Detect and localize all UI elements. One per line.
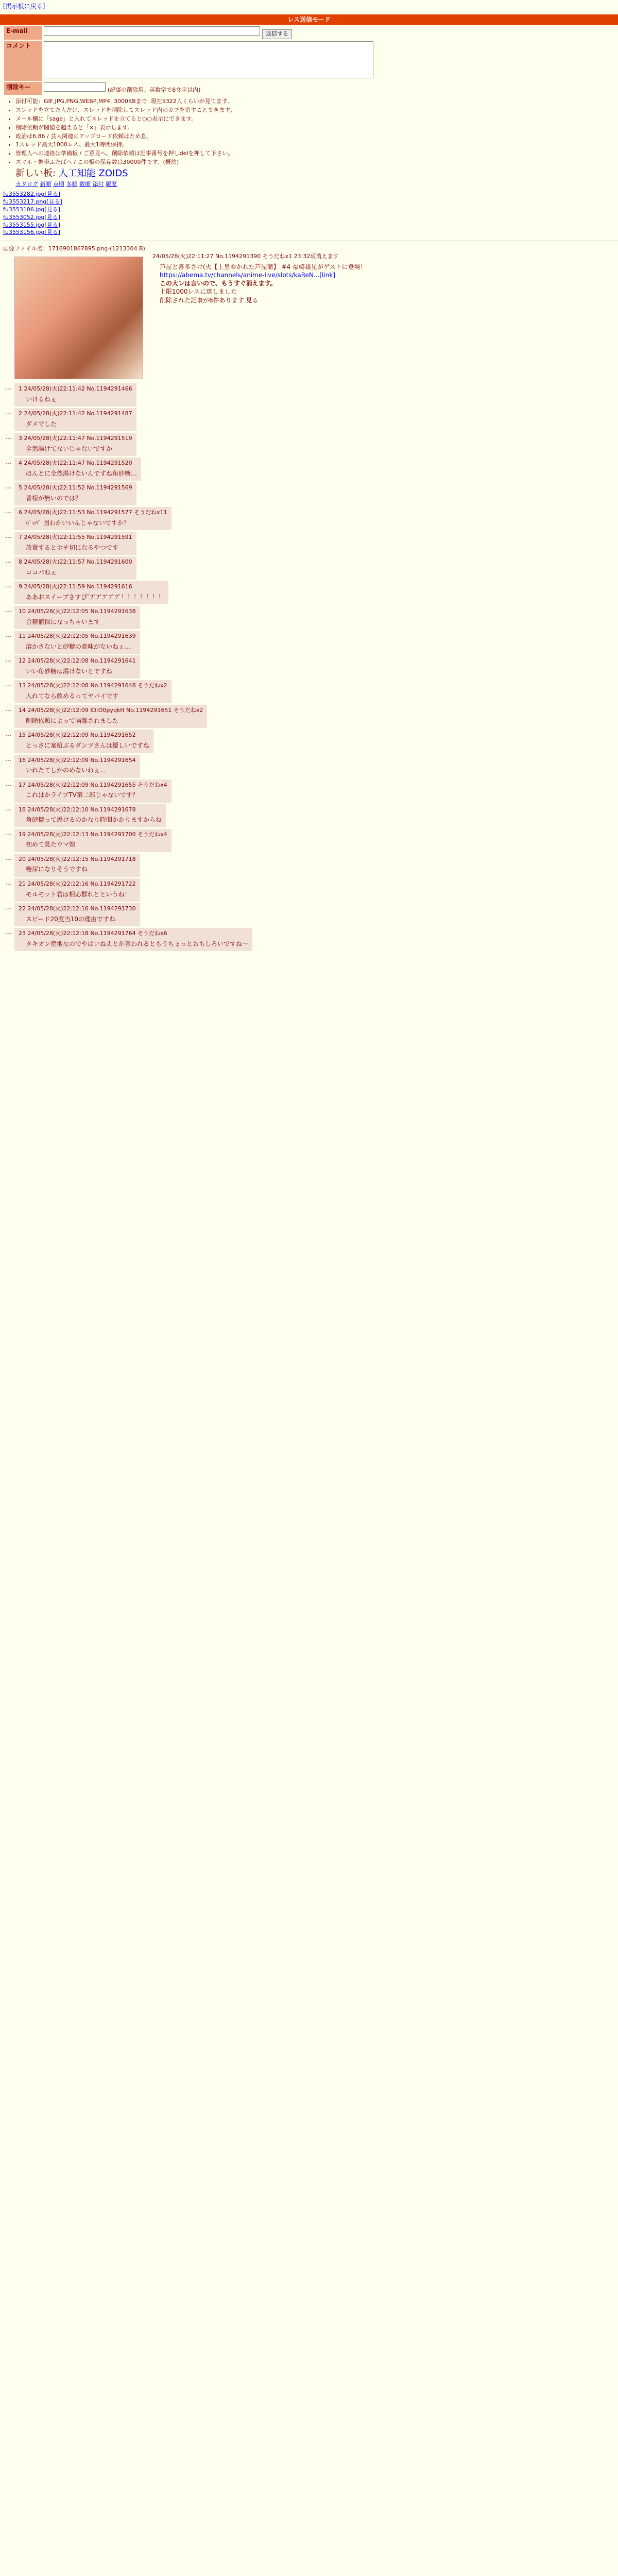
reply-box xyxy=(14,433,136,456)
reply-marker: … xyxy=(5,928,11,936)
reply-header[interactable]: 14 24/05/28(火)22:12:09 ID:O0pyqkH No.1194291651 そうだねx2 xyxy=(19,707,203,714)
reply-marker: … xyxy=(5,433,11,441)
file-link[interactable]: fu3553155.jpg[見る] xyxy=(3,221,60,228)
reply-header[interactable]: 7 24/05/28(火)22:11:55 No.1194291591 xyxy=(19,534,132,541)
file-link[interactable]: fu3553106.jpg[見る] xyxy=(3,206,60,213)
reply-header[interactable]: 10 24/05/28(火)22:12:05 No.1194291638 xyxy=(19,608,136,615)
op-post xyxy=(152,253,615,382)
reply xyxy=(3,755,615,778)
op-header: 24/05/28(火)22:11:27 No.1194291390 そうだねx1 23:32頃消えます xyxy=(152,253,339,260)
reply-box xyxy=(14,829,171,852)
reply-marker: … xyxy=(5,557,11,565)
reply-marker: … xyxy=(5,878,11,886)
reply-body: タキオン産地なのでやはいねえとか言われるともうちょっとおもしろいですね～ xyxy=(26,940,249,947)
reply-box xyxy=(14,878,140,902)
delete-key-hint: (記事の削除用。英数字で8文字以内) xyxy=(107,87,201,94)
reply-marker: … xyxy=(5,681,11,688)
reply-box xyxy=(14,383,136,406)
reply-body: ココバねぇ xyxy=(26,569,57,577)
reply-marker: … xyxy=(5,705,11,713)
reply-header[interactable]: 1 24/05/28(火)22:11:42 No.1194291466 xyxy=(19,385,132,393)
reply xyxy=(3,383,615,406)
new-board-link-zoids[interactable]: ZOIDS xyxy=(98,168,128,179)
reply xyxy=(3,903,615,926)
reply-marker: … xyxy=(5,483,11,490)
reply-body: 初めて見たウマ娘 xyxy=(26,841,76,849)
note-item: • スマホ・携帯ふたばへ / この板の保存数は30000件です。(概約) xyxy=(15,159,618,166)
reply-marker: … xyxy=(5,903,11,911)
mode-banner: レス送信モード xyxy=(0,14,618,25)
reply-list xyxy=(3,383,615,951)
reply xyxy=(3,507,615,530)
reply xyxy=(3,655,615,679)
note-item: • スレッドを立てた人だけ、スレッドを削除してスレッド内のカブを消すことできます。 xyxy=(15,107,618,114)
reply-marker: … xyxy=(5,507,11,515)
reply-box xyxy=(14,457,141,481)
comment-textarea[interactable] xyxy=(44,41,373,78)
reply-box xyxy=(14,408,136,431)
reply-box xyxy=(14,730,153,753)
delete-key-label: 削除キー xyxy=(4,82,42,95)
reply-box xyxy=(14,903,140,926)
reply-body: とっさに案紹ぶるダンツさんは優しいですね xyxy=(26,742,149,750)
reply-header[interactable]: 18 24/05/28(火)22:12:10 No.1194291678 xyxy=(19,806,136,813)
reply xyxy=(3,705,615,728)
reply-marker: … xyxy=(5,854,11,861)
reply-box xyxy=(14,755,140,778)
reply-body: 溶かさないと砂糖の意味がないねぇ… xyxy=(26,643,131,651)
reply xyxy=(3,854,615,877)
new-board-link-ai[interactable]: 人工知能 xyxy=(58,168,96,179)
reply-marker: … xyxy=(5,384,11,392)
reply-box xyxy=(14,507,171,530)
reply-body: いけるねぇ xyxy=(26,395,57,403)
reply-body: 入れてなら飲めるってヤバイです xyxy=(26,692,119,700)
reply-header[interactable]: 8 24/05/28(火)22:11:57 No.1194291600 xyxy=(19,558,132,566)
reply-body: 普様が無いのでは？ xyxy=(26,495,82,502)
reply xyxy=(3,878,615,902)
reply-box xyxy=(14,680,171,703)
reply xyxy=(3,457,615,481)
send-button[interactable]: 返信する xyxy=(262,29,292,39)
op-line: この大レは言いので、もうすぐ消えます。 xyxy=(160,280,277,287)
reply xyxy=(3,730,615,753)
reply-box xyxy=(14,631,140,654)
reply-marker: … xyxy=(5,656,11,664)
op-body xyxy=(160,263,615,304)
email-field[interactable] xyxy=(44,26,260,36)
reply-header[interactable]: 5 24/05/28(火)22:11:52 No.1194291569 xyxy=(19,484,132,492)
reply xyxy=(3,680,615,703)
reply-body: スピード20度当10の理由ですね xyxy=(26,915,116,923)
reply-marker: … xyxy=(5,532,11,540)
reply xyxy=(3,829,615,852)
reply-body: ああおスイープさすぴﾟﾌﾟﾌﾟﾌﾟﾌﾟﾌﾟ！！！！！！！ xyxy=(26,594,165,601)
op-link[interactable]: https://abema.tv/channels/anime-live/slots/kaReN...[link] xyxy=(160,272,335,279)
reply xyxy=(3,779,615,803)
reply-body: これはかライブTV第二部じゃないです？ xyxy=(26,791,139,799)
sort-many-link[interactable]: 多順 xyxy=(66,181,78,188)
reply-body: ほんとに全然湯けないんですね角砂糖… xyxy=(26,469,138,477)
reply-header[interactable]: 19 24/05/28(火)22:12:13 No.1194291700 そうだねx4 xyxy=(19,831,167,838)
note-item: • 添付可能：GIF,JPG,PNG,WEBP,MP4. 3000KBまで. 現在5322人くらいが見てます. xyxy=(15,98,618,106)
attach-link[interactable]: 添付 xyxy=(92,181,104,188)
reply xyxy=(3,804,615,827)
comment-label: コメント xyxy=(4,41,42,81)
reply xyxy=(3,606,615,629)
reply xyxy=(3,408,615,431)
reply xyxy=(3,928,615,951)
reply-header[interactable]: 22 24/05/28(火)22:12:16 No.1194291730 xyxy=(19,905,136,912)
reply-form xyxy=(3,25,375,96)
reply-header[interactable]: 6 24/05/28(火)22:11:53 No.1194291577 そうだねx11 xyxy=(19,509,167,516)
sort-point-link[interactable]: 点順 xyxy=(53,181,64,188)
note-item: • 管理人への連絡は準備板 / ご意見へ。削除依頼は記事番号を押しdelを押して下さい。 xyxy=(15,150,618,158)
op-line: 上限1000レスに達しました xyxy=(160,288,237,296)
file-link[interactable]: fu3553282.jpg[見る] xyxy=(3,191,60,198)
reply-box xyxy=(14,779,171,803)
reply-box xyxy=(14,854,140,877)
reply-body: 削除依頼によって隔離されました xyxy=(26,717,119,725)
reply-header[interactable]: 13 24/05/28(火)22:12:08 No.1194291648 そうだねx2 xyxy=(19,682,167,689)
reply-box xyxy=(14,655,140,679)
reply-marker: … xyxy=(5,458,11,466)
file-link[interactable]: fu3553052.jpg[見る] xyxy=(3,213,60,221)
catalog-links xyxy=(15,181,618,189)
reply-header[interactable]: 23 24/05/28(火)22:12:18 No.1194291764 そうだねx6 xyxy=(19,929,167,937)
note-item: • メール欄に「sage」と入れてスレッドを立てると○○表示にできます。 xyxy=(15,115,618,123)
reply-header[interactable]: 17 24/05/28(火)22:12:09 No.1194291655 そうだねx4 xyxy=(19,781,167,788)
reply-marker: … xyxy=(5,829,11,837)
reply xyxy=(3,581,615,604)
history-link[interactable]: 履歴 xyxy=(106,181,117,188)
reply-body: ダメでした xyxy=(26,420,57,428)
reply-marker: … xyxy=(5,755,11,762)
email-label: E-mail xyxy=(4,26,42,40)
reply-header[interactable]: 20 24/05/28(火)22:12:15 No.1194291718 xyxy=(19,855,136,862)
op-thumbnail-image[interactable] xyxy=(14,257,143,379)
reply xyxy=(3,433,615,456)
reply-marker: … xyxy=(5,409,11,416)
delete-key-field[interactable] xyxy=(44,82,106,92)
reply-marker: … xyxy=(5,631,11,639)
reply-header[interactable]: 9 24/05/28(火)22:11:59 No.1194291616 xyxy=(19,583,132,590)
op-file-name[interactable]: 画像ファイル名：1716901867895.png-(1213304 B) xyxy=(3,245,145,252)
reply-box xyxy=(14,928,252,951)
reply-body: ﾊﾟｯﾊﾟ 固わかいいんじゃないですか？ xyxy=(26,519,130,527)
reply-marker: … xyxy=(5,730,11,738)
op-line: 芦屋と喜多さけ(火【上皇ゆかれた芦屋蒲】 #4 福崎雄星がゲストに登場！ xyxy=(160,263,367,270)
reply-header[interactable]: 21 24/05/28(火)22:12:16 No.1194291722 xyxy=(19,880,136,887)
reply-marker: … xyxy=(5,804,11,812)
reply-header[interactable]: 4 24/05/28(火)22:11:47 No.1194291520 xyxy=(19,460,132,467)
reply-marker: … xyxy=(5,779,11,787)
reply xyxy=(3,482,615,505)
reply-box xyxy=(14,705,207,728)
reply-marker: … xyxy=(5,582,11,589)
new-board-label: 新しい板: xyxy=(15,168,56,179)
reply xyxy=(3,631,615,654)
reply-header[interactable]: 16 24/05/28(火)22:12:09 No.1194291654 xyxy=(19,756,136,764)
reply-body: モルモット君は相応群れとというね！ xyxy=(26,890,131,898)
reply-body: 全然湯けてないじゃないですか xyxy=(26,445,113,452)
back-to-board-link[interactable]: [掲示板に戻る] xyxy=(3,3,45,10)
file-link[interactable]: fu3553217.png[見る] xyxy=(3,198,62,205)
reply xyxy=(3,532,615,555)
catalog-link[interactable]: カタログ xyxy=(15,181,38,188)
note-item: • 政治は6.86 / 芸人関連のアップロード依頼はため息。 xyxy=(15,133,618,141)
note-item: • 削除依頼が閾値を超えると「×」表示します。 xyxy=(15,124,618,132)
reply-header[interactable]: 15 24/05/28(火)22:12:09 No.1194291652 xyxy=(19,732,136,739)
reply-box xyxy=(14,532,136,555)
reply-body: 角砂糖って湯けるのかなり時間かかりますからね xyxy=(26,816,162,824)
op-line: 削除された記事が6件あります.見る xyxy=(160,296,259,304)
reply-box xyxy=(14,556,136,580)
reply-body: 合糖値保になっちゃいます xyxy=(26,618,100,626)
reply-header[interactable]: 11 24/05/28(火)22:12:05 No.1194291639 xyxy=(19,633,136,640)
reply-marker: … xyxy=(5,606,11,614)
thread xyxy=(3,245,615,951)
reply-body: 放置するとホチ切になるやつです xyxy=(26,544,119,552)
sort-new-link[interactable]: 新順 xyxy=(40,181,52,188)
reply-header[interactable]: 12 24/05/28(火)22:12:08 No.1194291641 xyxy=(19,657,136,665)
sort-count-link[interactable]: 数順 xyxy=(79,181,91,188)
reply-body: いい角砂糖は湯けないとですね xyxy=(26,668,113,675)
reply-body: 糖尿になりそうですね xyxy=(26,866,88,873)
file-link[interactable]: fu3553156.jpg[見る] xyxy=(3,229,60,236)
reply-box xyxy=(14,606,140,629)
file-list xyxy=(3,191,615,236)
notes-list xyxy=(15,98,618,166)
reply xyxy=(3,556,615,580)
note-item: • 1スレッド最大1000レス。最大1時間保持。 xyxy=(15,141,618,149)
reply-box xyxy=(14,482,136,505)
reply-box xyxy=(14,804,166,827)
reply-box xyxy=(14,581,168,604)
reply-body: いれたてしかのめないねぇ… xyxy=(26,767,107,774)
reply-header[interactable]: 2 24/05/28(火)22:11:42 No.1194291487 xyxy=(19,410,132,417)
reply-header[interactable]: 3 24/05/28(火)22:11:47 No.1194291519 xyxy=(19,435,132,442)
